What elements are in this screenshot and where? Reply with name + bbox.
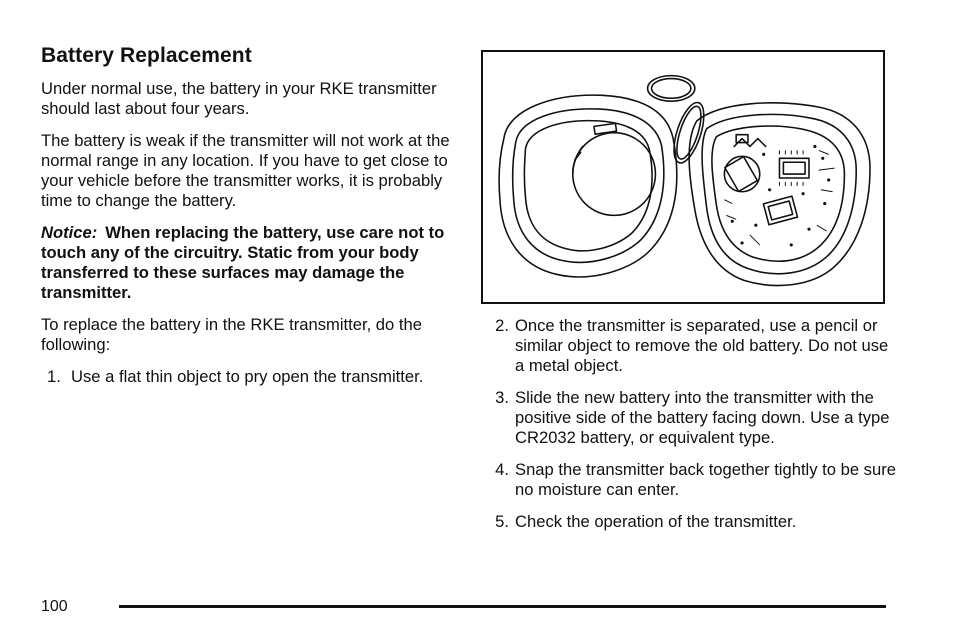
notice-label: Notice: (41, 223, 98, 242)
steps-list-right (481, 316, 901, 532)
step-text: Check the operation of the transmitter. (515, 512, 797, 531)
step-item (481, 316, 901, 376)
notice-paragraph (41, 223, 461, 303)
step-item (481, 512, 901, 532)
step-number: 3. (495, 388, 509, 407)
transmitter-open-drawing (483, 52, 883, 302)
page-footer (41, 597, 886, 617)
weak-battery-paragraph: The battery is weak if the transmitter will not work at the normal range in any location. If you have to get close to your vehicle before the transmitter works, it is probably time to change the battery. (41, 131, 450, 210)
step-number: 5. (495, 512, 509, 531)
step-text: Slide the new battery into the transmitter with the positive side of the battery facing down. Use a type CR2032 battery, or equivalent type. (515, 388, 890, 447)
step-text: Once the transmitter is separated, use a pencil or similar object to remove the old battery. Do not use a metal object. (515, 316, 889, 375)
step-number: 2. (495, 316, 509, 335)
left-column (41, 42, 461, 399)
key-ring-icon (648, 76, 695, 102)
step-text: Use a flat thin object to pry open the transmitter. (71, 367, 424, 386)
transmitter-illustration (481, 50, 885, 304)
step-text: Snap the transmitter back together tightly to be sure no moisture can enter. (515, 460, 896, 499)
page-number: 100 (41, 598, 68, 615)
step-item (481, 388, 901, 448)
notice-text: When replacing the battery, use care not to touch any of the circuitry. Static from your body transferred to these surfaces may damage the transmitter. (41, 223, 445, 302)
intro-paragraph: Under normal use, the battery in your RKE transmitter should last about four years. (41, 79, 437, 118)
steps-list-left (41, 367, 461, 387)
instructions-lead: To replace the battery in the RKE transmitter, do the following: (41, 315, 422, 354)
footer-divider (119, 605, 886, 608)
step-number: 1. (47, 367, 61, 386)
step-item (41, 367, 461, 387)
step-item (481, 460, 901, 500)
coin-battery-icon (573, 133, 656, 216)
step-number: 4. (495, 460, 509, 479)
right-column (481, 50, 901, 544)
section-title: Battery Replacement (41, 44, 252, 67)
transmitter-left-shell (499, 95, 677, 277)
